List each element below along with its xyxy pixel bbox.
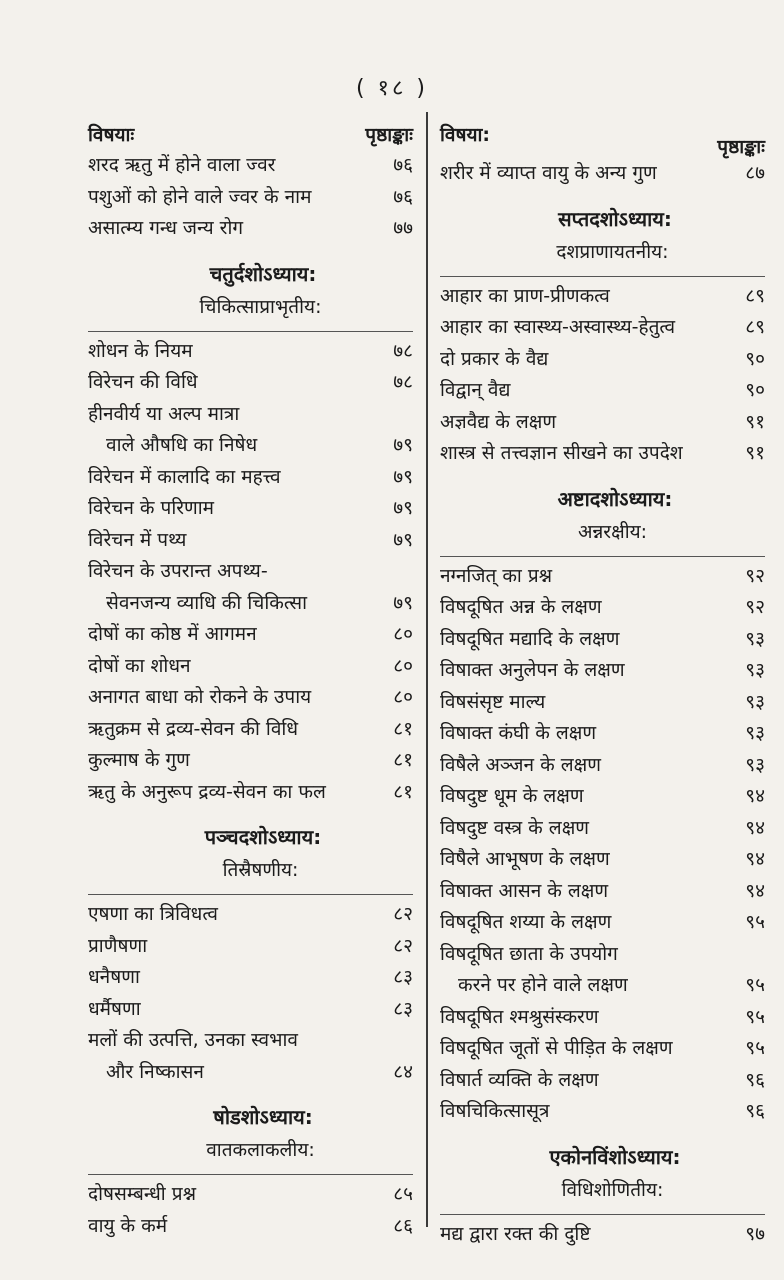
entry-page-number: ९६	[745, 1068, 765, 1091]
entry-page-number: ९२	[745, 564, 765, 587]
toc-entry	[88, 462, 413, 494]
toc-entry	[88, 1211, 413, 1243]
entry-page-number: ९५	[745, 911, 765, 933]
chapter-subtitle: विधिशोणितीय:	[561, 1178, 664, 1201]
entry-title: नग्नजित् का प्रश्न	[440, 564, 553, 587]
toc-entry	[440, 438, 765, 470]
entry-title: विषदुष्ट धूम के लक्षण	[440, 785, 584, 807]
entry-page-number: ७७	[393, 217, 413, 239]
entry-title: ऋतु के अनुरूप द्रव्य-सेवन का फल	[88, 780, 326, 803]
entry-title: विषदूषित शय्या के लक्षण	[440, 911, 612, 933]
entry-page-number: ९३	[745, 690, 765, 713]
entry-page-number: ८६	[393, 1214, 413, 1237]
toc-entry	[440, 624, 765, 656]
entry-title: विद्वान् वैद्य	[440, 379, 511, 401]
entry-title-line: हीनवीर्य या अल्प मात्रा	[88, 402, 240, 425]
toc-entry	[440, 407, 765, 439]
entry-page-number: ९५	[745, 1005, 765, 1028]
entry-title: पशुओं को होने वाले ज्वर के नाम	[88, 185, 312, 208]
entry-page-number: ९४	[745, 785, 765, 807]
chapter-section	[88, 1100, 413, 1242]
toc-entry	[440, 312, 765, 344]
entry-title: विषाक्त अनुलेपन के लक्षण	[440, 659, 625, 681]
entry-title: विरेचन में पथ्य	[88, 528, 187, 551]
entry-title: कुल्माष के गुण	[88, 749, 190, 771]
toc-entry	[440, 1002, 765, 1034]
entry-title: एषणा का त्रिविधत्व	[88, 903, 218, 925]
entry-page-number: ९४	[745, 816, 765, 839]
toc-entry	[440, 561, 765, 593]
toc-entry	[88, 714, 413, 746]
entry-title: दोषसम्बन्धी प्रश्न	[88, 1183, 197, 1205]
toc-entry	[88, 556, 413, 619]
toc-entry	[440, 655, 765, 687]
section-rule	[88, 1174, 413, 1175]
entry-title: विषदूषित मद्यादि के लक्षण	[440, 627, 620, 650]
entry-page-number: ८७	[745, 162, 765, 184]
entry-page-number: ९४	[745, 879, 765, 902]
entry-title: प्राणैषणा	[88, 934, 148, 957]
toc-entry	[440, 844, 765, 876]
toc-entry	[88, 336, 413, 368]
entry-title-line: वाले औषधि का निषेध	[106, 434, 258, 456]
entry-page-number: ८५	[393, 1183, 413, 1205]
entry-page-number: ९०	[745, 379, 765, 401]
toc-entry	[88, 367, 413, 399]
toc-entry	[88, 213, 413, 245]
chapter-title: चतुर्दशोऽध्याय:	[209, 261, 317, 286]
toc-entry	[440, 750, 765, 782]
column-header	[440, 120, 765, 158]
entry-page-number: ७९	[393, 465, 413, 488]
entry-page-number: ७९	[393, 434, 413, 456]
toc-entry	[440, 158, 765, 190]
entry-title: विषदुष्ट वस्त्र के लक्षण	[440, 816, 590, 839]
entry-title	[88, 556, 365, 619]
entry-page-number: ९६	[745, 1100, 765, 1122]
entry-page-number: ७८	[393, 339, 413, 362]
entry-title: आहार का स्वास्थ्य-अस्वास्थ्य-हेतुत्व	[440, 316, 676, 338]
toc-entry	[440, 1033, 765, 1065]
entry-page-number: ७६	[393, 185, 413, 208]
entry-title: विषदूषित अन्न के लक्षण	[440, 596, 602, 618]
entry-title-line: करने पर होने वाले लक्षण	[458, 974, 628, 996]
entry-page-number: ८१	[393, 780, 413, 803]
entry-title-line: सेवनजन्य व्याधि की चिकित्सा	[106, 591, 308, 614]
toc-entry	[88, 493, 413, 525]
entry-title: दोषों का शोधन	[88, 654, 191, 677]
entry-title: विषसंसृष्ट माल्य	[440, 690, 546, 713]
entry-page-number: ९१	[745, 410, 765, 433]
entry-title: शरीर में व्याप्त वायु के अन्य गुण	[440, 162, 657, 184]
page-number: ( १८ )	[355, 76, 429, 101]
entry-title: शास्त्र से तत्त्वज्ञान सीखने का उपदेश	[440, 442, 683, 464]
entry-page-number: ९३	[745, 753, 765, 776]
toc-entry	[440, 939, 765, 1002]
entry-page-number: ८०	[393, 686, 413, 708]
entry-page-number: ८१	[393, 717, 413, 740]
column-divider	[426, 112, 428, 1227]
chapter-title: षोडशोऽध्याय:	[213, 1105, 313, 1129]
section-rule	[88, 894, 413, 895]
toc-entry	[88, 931, 413, 963]
entry-title: ऋतुक्रम से द्रव्य-सेवन की विधि	[88, 717, 299, 740]
entry-page-number: ८०	[393, 623, 413, 645]
entry-title: विषाक्त कंघी के लक्षण	[440, 722, 597, 744]
entry-page-number: ७९	[393, 591, 413, 614]
subject-heading: विषयाः	[88, 124, 135, 146]
entry-title: विषाक्त आसन के लक्षण	[440, 879, 609, 902]
entry-page-number: ८३	[393, 966, 413, 988]
entry-page-number: ८९	[745, 284, 765, 307]
column-header	[88, 120, 413, 150]
entry-page-number: ९०	[745, 347, 765, 370]
entry-page-number: ८९	[745, 316, 765, 338]
chapter-title: अष्टादशोऽध्याय:	[557, 486, 673, 511]
chapter-title: पञ्चदशोऽध्याय:	[204, 825, 322, 849]
entry-title	[440, 939, 717, 1002]
toc-entry	[440, 281, 765, 313]
entry-title: आहार का प्राण-प्रीणकत्व	[440, 284, 610, 307]
entry-title: शोधन के नियम	[88, 339, 193, 362]
entry-page-number: ९१	[745, 442, 765, 464]
entry-page-number: ९३	[745, 659, 765, 681]
entry-title: दोषों का कोष्ठ में आगमन	[88, 623, 257, 645]
entry-page-number: ७९	[393, 528, 413, 551]
entry-title: अनागत बाधा को रोकने के उपाय	[88, 686, 312, 708]
toc-entry	[440, 375, 765, 407]
entry-title-line: मलों की उत्पत्ति, उनका स्वभाव	[88, 1029, 298, 1051]
toc-entry	[440, 1096, 765, 1128]
section-rule	[88, 331, 413, 332]
entry-page-number: ८०	[393, 654, 413, 677]
entry-title: मद्य द्वारा रक्त की दुष्टि	[440, 1222, 591, 1245]
entry-title	[88, 1025, 365, 1088]
toc-entry	[88, 1179, 413, 1211]
entry-page-number: ८२	[393, 903, 413, 925]
chapter-section	[440, 1140, 765, 1251]
toc-entry	[440, 592, 765, 624]
entry-page-number: ८४	[393, 1060, 413, 1083]
entry-title: विषदूषित श्मश्रुसंस्करण	[440, 1005, 599, 1028]
chapter-section	[88, 257, 413, 809]
entry-page-number: ८३	[393, 997, 413, 1020]
toc-entry	[88, 994, 413, 1026]
entry-title: विषार्त व्यक्ति के लक्षण	[440, 1068, 599, 1091]
toc-entry	[88, 651, 413, 683]
entry-page-number: ९२	[745, 596, 765, 618]
toc-entry	[440, 876, 765, 908]
toc-entry	[88, 1025, 413, 1088]
toc-entry	[440, 1219, 765, 1251]
toc-entry	[440, 907, 765, 939]
entry-page-number: ८१	[393, 749, 413, 771]
entry-title: विरेचन के परिणाम	[88, 497, 215, 519]
entry-page-number: ९५	[745, 1037, 765, 1059]
entry-page-number: ९३	[745, 627, 765, 650]
toc-entry	[440, 687, 765, 719]
section-rule	[440, 276, 765, 277]
toc-entry	[88, 962, 413, 994]
entry-page-number: ९४	[745, 848, 765, 870]
entry-title: धनैषणा	[88, 966, 140, 988]
entry-page-number: ९७	[745, 1222, 765, 1245]
chapter-subtitle: चिकित्साप्राभृतीय:	[199, 295, 322, 318]
entry-title: वायु के कर्म	[88, 1214, 168, 1237]
chapter-title: सप्तदशोऽध्याय:	[558, 206, 672, 231]
toc-entry	[440, 344, 765, 376]
chapter-section	[88, 820, 413, 1088]
entry-title: धर्मैषणा	[88, 997, 141, 1020]
entry-title: अज्ञवैद्य के लक्षण	[440, 410, 557, 433]
chapter-subtitle: वातकलाकलीय:	[206, 1139, 315, 1161]
toc-entry	[88, 745, 413, 777]
toc-entry	[88, 182, 413, 214]
entry-title: विरेचन की विधि	[88, 371, 198, 393]
entry-title: विषैले अञ्जन के लक्षण	[440, 753, 601, 776]
page-heading: पृष्ठाङ्काः	[365, 124, 413, 146]
entry-title: विषैले आभूषण के लक्षण	[440, 848, 610, 870]
chapter-title: एकोनविंशोऽध्याय:	[549, 1144, 681, 1169]
chapter-section	[440, 202, 765, 470]
toc-entry	[440, 1065, 765, 1097]
toc-entry	[88, 525, 413, 557]
section-rule	[440, 556, 765, 557]
entry-title-line: विरेचन के उपरान्त अपथ्य-	[88, 560, 268, 582]
toc-entry	[88, 899, 413, 931]
chapter-subtitle: तिस्रैषणीय:	[222, 859, 299, 881]
toc-entry	[88, 682, 413, 714]
entry-page-number: ७६	[393, 154, 413, 176]
right-column	[440, 120, 765, 1250]
toc-entry	[88, 150, 413, 182]
toc-entry	[88, 399, 413, 462]
entry-page-number: ८२	[393, 934, 413, 957]
entry-page-number: ९३	[745, 722, 765, 744]
page-heading: पृष्ठाङ्काः	[717, 136, 765, 158]
toc-entry	[88, 619, 413, 651]
entry-page-number: ७९	[393, 497, 413, 519]
entry-title: विषचिकित्सासूत्र	[440, 1100, 550, 1122]
left-column	[88, 120, 413, 1242]
entry-title: शरद ऋतु में होने वाला ज्वर	[88, 154, 276, 176]
chapter-subtitle: अन्नरक्षीय:	[577, 520, 648, 543]
entry-title-line: और निष्कासन	[106, 1060, 204, 1083]
entry-title: दो प्रकार के वैद्य	[440, 347, 549, 370]
toc-entry	[440, 718, 765, 750]
section-rule	[440, 1214, 765, 1215]
entry-title: विषदूषित जूतों से पीड़ित के लक्षण	[440, 1037, 673, 1059]
entry-page-number: ७८	[393, 371, 413, 393]
chapter-subtitle: दशप्राणायतनीय:	[556, 240, 669, 263]
entry-page-number: ९५	[745, 974, 765, 996]
subject-heading: विषया:	[440, 124, 491, 146]
entry-title: विरेचन में कालादि का महत्त्व	[88, 465, 281, 488]
entry-title	[88, 399, 365, 462]
chapter-section	[440, 482, 765, 1128]
toc-entry	[88, 777, 413, 809]
entry-title-line: विषदूषित छाता के उपयोग	[440, 942, 618, 965]
entry-title: असात्म्य गन्ध जन्य रोग	[88, 217, 244, 239]
toc-entry	[440, 781, 765, 813]
toc-entry	[440, 813, 765, 845]
